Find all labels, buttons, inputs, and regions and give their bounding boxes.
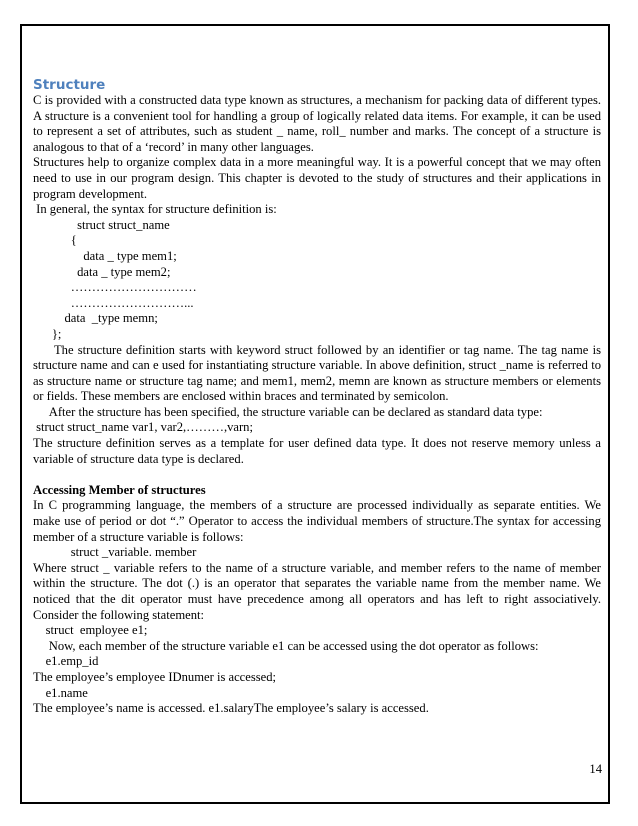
document-body: [33, 77, 605, 717]
template-paragraph: The structure definition serves as a template for user defined data type. It does not reserve memory unless a variable of structure data type is declared.: [33, 436, 601, 466]
code-block: [33, 218, 601, 343]
intro-paragraph-1: C is provided with a constructed data type known as structures, a mechanism for packing data of different types. A structure is a convenient tool for handling a group of logically related data items. For example, it can be used to represent a set of attributes, such as student _ name, roll_ number and marks. The concept of a structure is analogous to that of a ‘record’ in many other languages.: [33, 93, 601, 154]
code-line: ………………………...: [33, 295, 194, 310]
spacer: [33, 467, 601, 483]
page-number: 14: [589, 762, 602, 776]
code-line: };: [33, 326, 62, 341]
accessing-paragraph: In C programming language, the members of a structure are processed individually as separate entities. We make use of period or dot “.” Operator to access the individual members of structure.The syntax for accessing member of a structure variable is follows:: [33, 498, 601, 544]
code-line: struct struct_name: [33, 217, 170, 232]
statement-line: The employee’s employee IDnumer is accessed;: [33, 669, 277, 684]
code-line: data _ type mem2;: [33, 264, 171, 279]
statement-line: struct employee e1;: [33, 623, 148, 638]
section-title: Structure: [33, 77, 106, 93]
code-line: …………………………: [33, 280, 197, 295]
section-heading-accessing: Accessing Member of structures: [33, 482, 206, 497]
declaration-line: struct struct_name var1, var2,………,varn;: [33, 420, 253, 435]
code-line: {: [33, 233, 77, 248]
code-line: data _type memn;: [33, 311, 158, 326]
statement-line: Now, each member of the structure variable e1 can be accessed using the dot operator as follows:: [33, 638, 539, 653]
definition-paragraph: The structure definition starts with keyword struct followed by an identifier or tag name. The tag name is structure name and can e used for instantiating structure variable. In above definition, struct _name is referred to as structure name or structure tag name; and mem1, mem2, memn are known as structure members or elements or fields. These members are enclosed within braces and terminated by semicolon.: [33, 342, 605, 404]
access-syntax-line: struct _variable. member: [33, 545, 197, 560]
explanation-paragraph: Where struct _ variable refers to the name of a structure variable, and member refers to the name of member within the structure. The dot (.) is an operator that separates the variable name from the member name. We noticed that the dit operator must have precedence among all operators and has left to right associatively. Consider the following statement:: [33, 560, 601, 622]
statement-line: e1.name: [33, 685, 88, 700]
syntax-intro: In general, the syntax for structure definition is:: [33, 202, 277, 217]
statement-line: The employee’s name is accessed. e1.salaryThe employee’s salary is accessed.: [33, 701, 429, 716]
code-line: data _ type mem1;: [33, 248, 177, 263]
intro-paragraph-2: Structures help to organize complex data in a more meaningful way. It is a powerful concept that we may often need to use in our program design. This chapter is devoted to the study of structures and their applications in program development.: [33, 155, 601, 201]
variable-paragraph: After the structure has been specified, the structure variable can be declared as standard data type:: [33, 404, 543, 419]
statement-line: e1.emp_id: [33, 654, 99, 669]
